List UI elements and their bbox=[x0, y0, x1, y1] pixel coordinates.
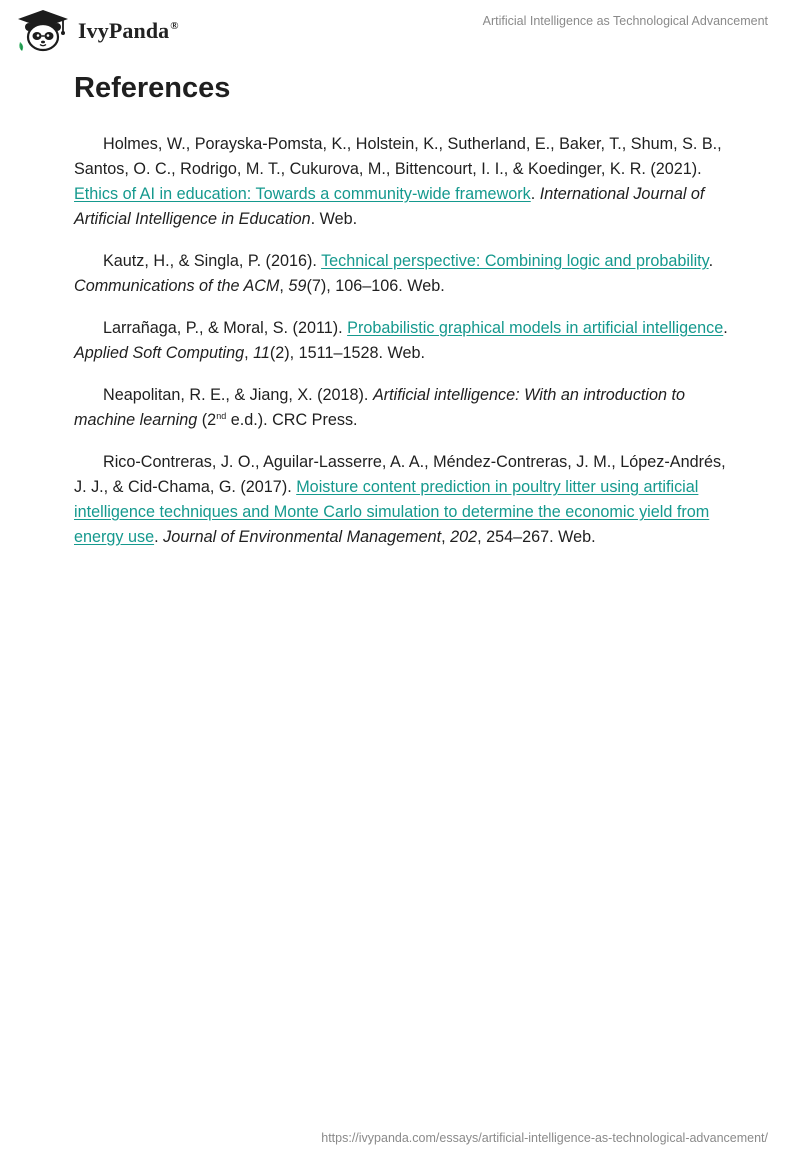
ivypanda-logo[interactable] bbox=[14, 8, 179, 52]
reference-item: Rico-Contreras, J. O., Aguilar-Lasserre, A. A., Méndez-Contreras, J. M., López-Andrés, J. J., & Cid-Chama, G. (2017). Moisture content prediction in poultry litter using artificial intelligence techniques and Monte Carlo simulation to determine the economic yield from energy use. Journal of Environmental Management, 202, 254–267. Web. bbox=[74, 453, 726, 546]
logo-wordmark: IvyPanda® bbox=[78, 18, 179, 43]
registered-mark: ® bbox=[170, 20, 179, 32]
reference-link[interactable]: Technical perspective: Combining logic and probability bbox=[321, 252, 709, 270]
panda-graduate-icon bbox=[14, 8, 72, 52]
source-url[interactable]: https://ivypanda.com/essays/artificial-intelligence-as-technological-advancement/ bbox=[321, 1131, 768, 1145]
reference-item: Neapolitan, R. E., & Jiang, X. (2018). Artificial intelligence: With an introduction to machine learning (2nd e.d.). CRC Press. bbox=[74, 386, 686, 429]
reference-item: Larrañaga, P., & Moral, S. (2011). Probabilistic graphical models in artificial intelligence. Applied Soft Computing, 11(2), 1511–1528. Web. bbox=[74, 319, 728, 362]
reference-link[interactable]: Ethics of AI in education: Towards a community-wide framework bbox=[74, 185, 531, 203]
document-title: Artificial Intelligence as Technological Advancement bbox=[482, 14, 768, 28]
reference-item: Holmes, W., Porayska-Pomsta, K., Holstein, K., Sutherland, E., Baker, T., Shum, S. B., Santos, O. C., Rodrigo, M. T., Cukurova, M., Bittencourt, I. I., & Koedinger, K. R. (2021). Ethics of AI in education: Towards a community-wide framework. International Journal of Artificial Intelligence in Education. Web. bbox=[74, 135, 722, 228]
reference-item: Kautz, H., & Singla, P. (2016). Technical perspective: Combining logic and probability. Communications of the ACM, 59(7), 106–106. Web. bbox=[74, 252, 714, 295]
references-list bbox=[74, 132, 734, 567]
reference-link[interactable]: Probabilistic graphical models in artificial intelligence bbox=[347, 319, 724, 337]
reference-link[interactable]: Moisture content prediction in poultry litter using artificial intelligence techniques and Monte Carlo simulation to determine the economic yield from energy use bbox=[74, 478, 710, 546]
references-heading: References bbox=[74, 72, 231, 104]
